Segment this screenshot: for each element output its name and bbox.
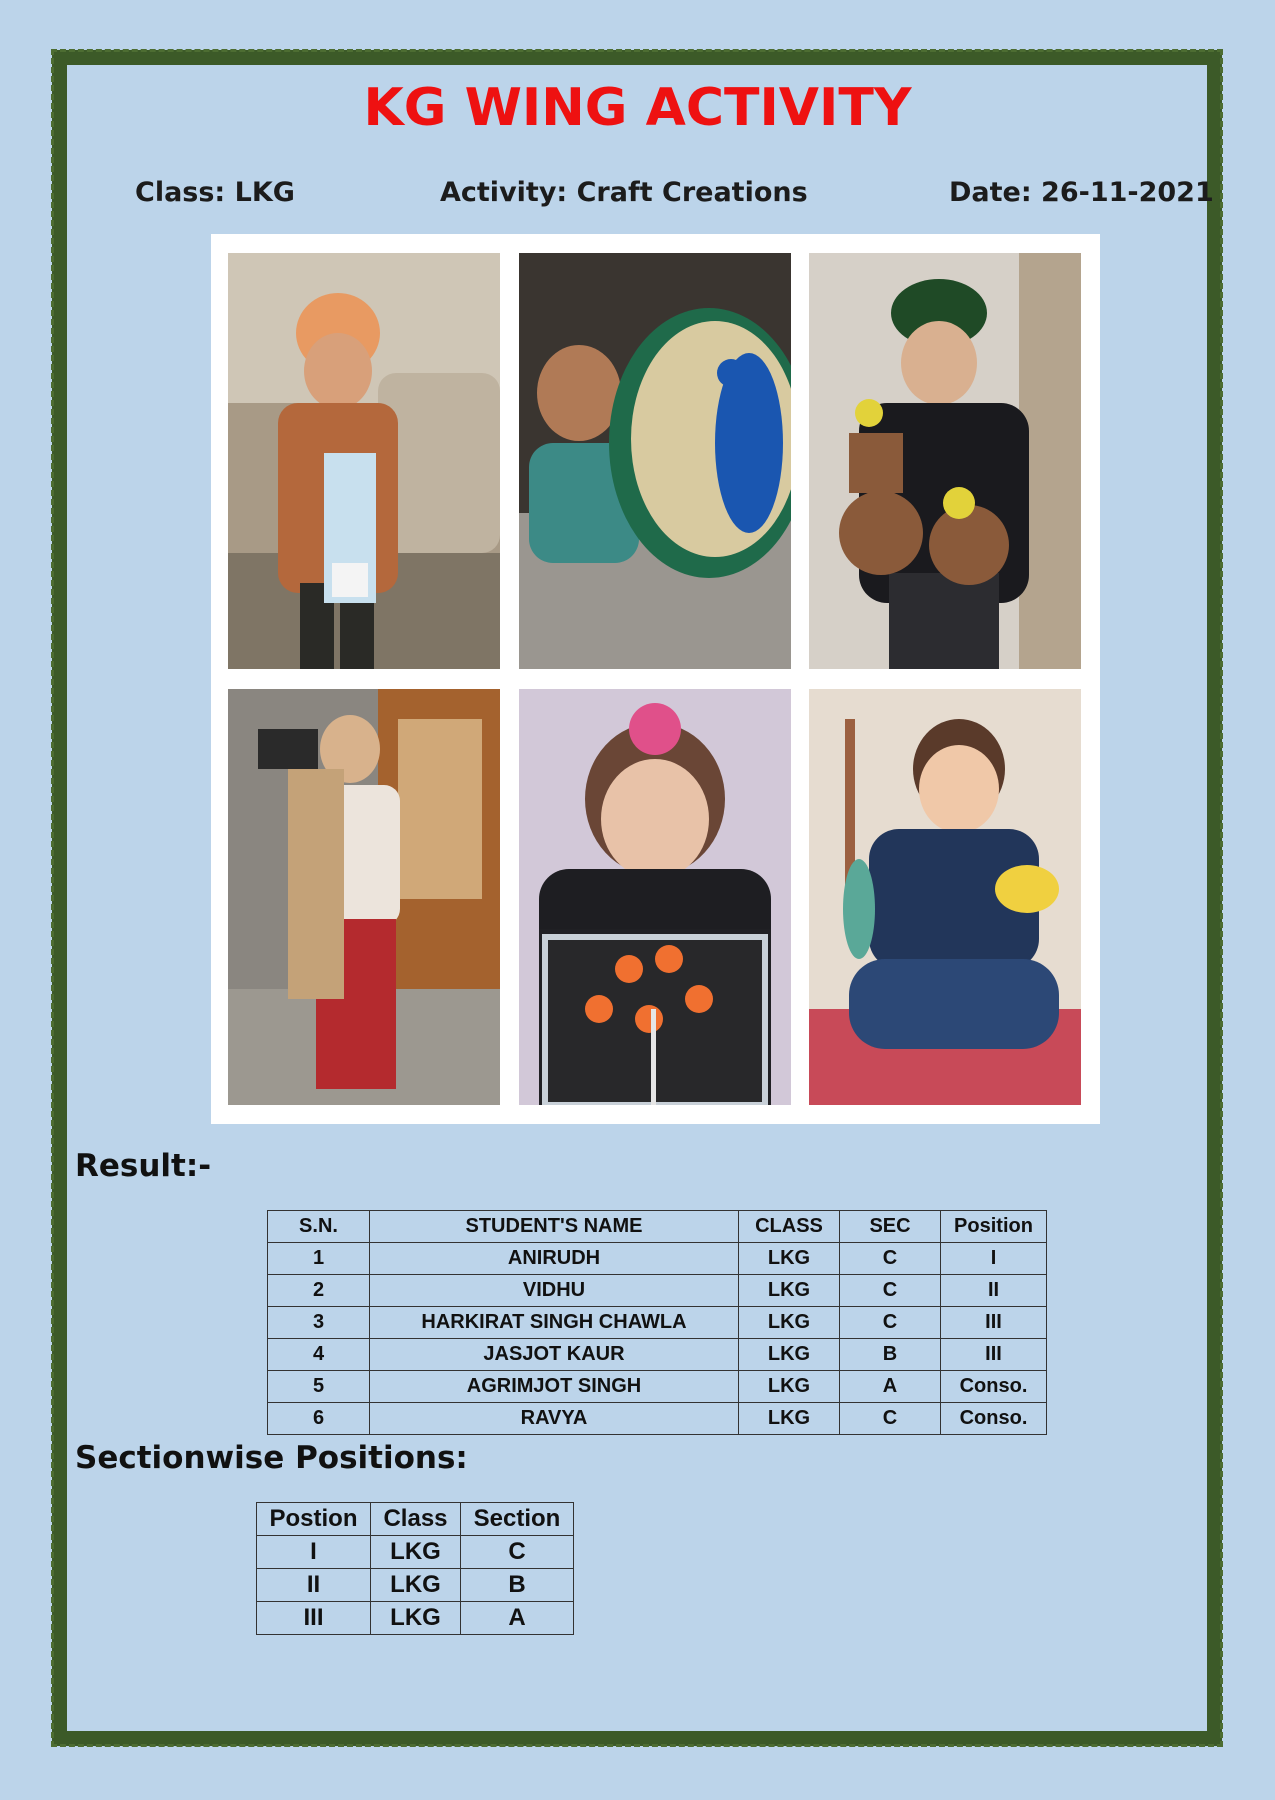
cell-sn: 1	[268, 1243, 370, 1275]
cell-sn: 4	[268, 1339, 370, 1371]
cell-position: III	[941, 1339, 1047, 1371]
col-header-class: Class	[371, 1503, 461, 1536]
class-label: Class: LKG	[135, 177, 295, 208]
cell-class: LKG	[739, 1403, 840, 1435]
cell-sn: 2	[268, 1275, 370, 1307]
table-row	[268, 1403, 1047, 1435]
cell-sn: 3	[268, 1307, 370, 1339]
table-row	[268, 1275, 1047, 1307]
cell-student-name: AGRIMJOT SINGH	[370, 1371, 739, 1403]
cell-student-name: JASJOT KAUR	[370, 1339, 739, 1371]
result-heading: Result:-	[75, 1148, 212, 1184]
cell-student-name: VIDHU	[370, 1275, 739, 1307]
cell-class: LKG	[739, 1243, 840, 1275]
cell-position: II	[257, 1569, 371, 1602]
cell-section: C	[461, 1536, 574, 1569]
activity-label: Activity: Craft Creations	[440, 177, 808, 208]
col-header-sec: SEC	[840, 1211, 941, 1243]
date-label: Date: 26-11-2021	[949, 177, 1214, 208]
cell-class: LKG	[739, 1339, 840, 1371]
cell-class: LKG	[739, 1275, 840, 1307]
sectionwise-header-row	[257, 1503, 574, 1536]
cell-student-name: ANIRUDH	[370, 1243, 739, 1275]
sectionwise-heading: Sectionwise Positions:	[75, 1440, 468, 1476]
photo-child-with-peacock-plate	[519, 253, 791, 669]
cell-sn: 6	[268, 1403, 370, 1435]
col-header-class: CLASS	[739, 1211, 840, 1243]
col-header-section: Section	[461, 1503, 574, 1536]
sectionwise-table	[256, 1502, 574, 1635]
cell-position: Conso.	[941, 1371, 1047, 1403]
photo-child-with-bottle-craft	[228, 253, 500, 669]
cell-class: LKG	[739, 1371, 840, 1403]
table-row	[268, 1307, 1047, 1339]
cell-section: A	[461, 1602, 574, 1635]
page-title: KG WING ACTIVITY	[363, 78, 912, 138]
cell-sec: B	[840, 1339, 941, 1371]
table-row	[257, 1569, 574, 1602]
photo-child-with-flower-tree-art	[519, 689, 791, 1105]
table-row	[268, 1371, 1047, 1403]
photo-child-with-bicycle-craft	[809, 253, 1081, 669]
table-row	[268, 1339, 1047, 1371]
cell-position: Conso.	[941, 1403, 1047, 1435]
col-header-position: Postion	[257, 1503, 371, 1536]
cell-position: III	[257, 1602, 371, 1635]
cell-sec: C	[840, 1403, 941, 1435]
cell-position: III	[941, 1307, 1047, 1339]
cell-section: B	[461, 1569, 574, 1602]
cell-student-name: RAVYA	[370, 1403, 739, 1435]
cell-class: LKG	[371, 1602, 461, 1635]
result-header-row	[268, 1211, 1047, 1243]
cell-position: II	[941, 1275, 1047, 1307]
cell-sec: C	[840, 1275, 941, 1307]
photo-child-with-basket-craft	[809, 689, 1081, 1105]
cell-position: I	[257, 1536, 371, 1569]
cell-class: LKG	[371, 1536, 461, 1569]
col-header-position: Position	[941, 1211, 1047, 1243]
cell-class: LKG	[371, 1569, 461, 1602]
photo-collage	[211, 234, 1100, 1124]
cell-class: LKG	[739, 1307, 840, 1339]
col-header-sn: S.N.	[268, 1211, 370, 1243]
cell-position: I	[941, 1243, 1047, 1275]
cell-sec: C	[840, 1243, 941, 1275]
table-row	[257, 1602, 574, 1635]
col-header-student-name: STUDENT'S NAME	[370, 1211, 739, 1243]
photo-child-with-paper-tree	[228, 689, 500, 1105]
cell-sec: C	[840, 1307, 941, 1339]
table-row	[257, 1536, 574, 1569]
cell-sn: 5	[268, 1371, 370, 1403]
result-table	[267, 1210, 1047, 1435]
cell-student-name: HARKIRAT SINGH CHAWLA	[370, 1307, 739, 1339]
table-row	[268, 1243, 1047, 1275]
cell-sec: A	[840, 1371, 941, 1403]
